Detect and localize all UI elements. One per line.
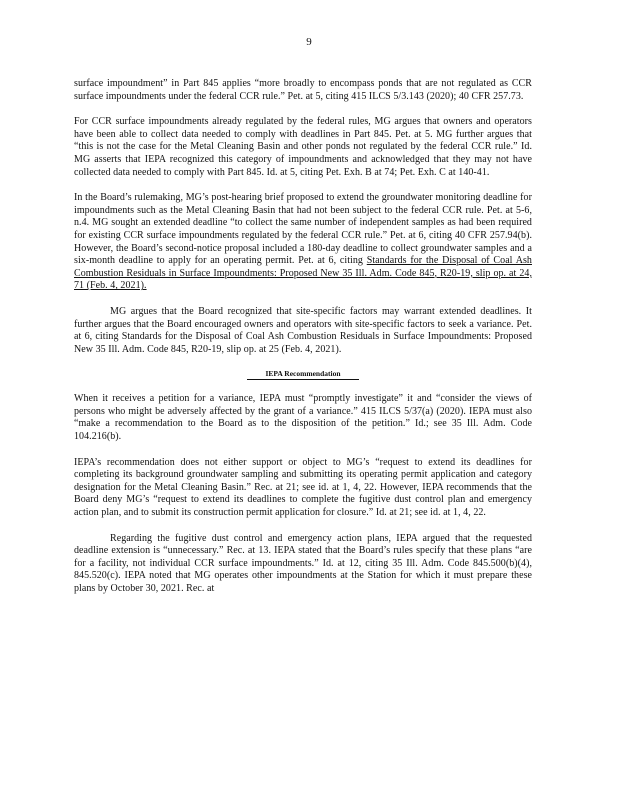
paragraph-4: MG argues that the Board recognized that site-specific factors may warrant extended deadlines. It further argues that the Board encouraged owners and operators with site-specific factors to seek a variance. Pet. at 6, citing Standards for the Disposal of Coal Ash Combustion Residuals in Surface Impoundments: Proposed New 35 Ill. Adm. Code 845, R20-19, slip op. at 25 (Feb. 4, 2021). [74, 305, 532, 355]
paragraph-3 [74, 192, 532, 293]
paragraph-3-text: In the Board’s rulemaking, MG’s post-hearing brief proposed to extend the groundwater monitoring deadline for impoundments such as the Metal Cleaning Basin that had not been subject to the federal CCR rule. Pet. at 5-6, n.4. MG sought an extended deadline “to collect the same number of independent samples as had been required for existing CCR surface impoundments regulated by the federal CCR rule.” Pet. at 6, citing 40 CFR 257.94(b). However, the Board’s second-notice proposal included a 180-day deadline to collect groundwater samples and a six-month deadline to apply for an operating permit. Pet. at 6, citing [74, 192, 532, 267]
paragraph-6: IEPA’s recommendation does not either support or object to MG’s “request to extend its deadlines for completing its background groundwater sampling and submitting its operating permit application and category designation for the Metal Cleaning Basin.” Rec. at 21; see id. at 1, 4, 22. However, IEPA recommends that the Board deny MG’s “request to extend its deadlines to complete the fugitive dust control plan and emergency action plan, and to submit its construction permit application for closure.” Id. at 21; see id. at 1, 4, 22. [74, 456, 532, 519]
citation-tail: , R20-19, slip op. at 24, 71 (Feb. 4, 2021). [74, 267, 532, 292]
paragraph-7: Regarding the fugitive dust control and emergency action plans, IEPA argued that the requested deadline extension is “unnecessary.” Rec. at 13. IEPA stated that the Board’s rules specify that these plans “are for a facility, not individual CCR surface impoundments.” Id. at 12, citing 35 Ill. Adm. Code 845.500(b)(4), 845.520(c). IEPA noted that MG operates other impoundments at the Station for which it must prepare these plans by October 30, 2021. Rec. at [74, 532, 532, 594]
citation-underlined: Standards for the Disposal of Coal Ash Combustion Residuals in Surface Impoundments: Proposed New 35 Ill. Adm. Code 845 [74, 255, 532, 279]
page-body [74, 78, 532, 609]
page-number: 9 [306, 36, 312, 48]
paragraph-1: surface impoundment” in Part 845 applies “more broadly to encompass ponds that are not regulated as CCR surface impoundments under the federal CCR rule.” Pet. at 5, citing 415 ILCS 5/3.143 (2020); 40 CFR 257.73. [74, 78, 532, 102]
section-heading-text: IEPA Recommendation [247, 369, 358, 380]
paragraph-2: For CCR surface impoundments already regulated by the federal rules, MG argues that owners and operators have been able to collect data needed to comply with deadlines in Part 845. Pet. at 5. MG further argues that “this is not the case for the Metal Cleaning Basin and other ponds not regulated by the federal CCR rule.” Id. MG asserts that IEPA recognized this category of impoundments and acknowledged that they may not have collected data needed to comply with Part 845. Id. at 5, citing Pet. Exh. B at 74; Pet. Exh. C at 140-41. [74, 116, 532, 178]
paragraph-5: When it receives a petition for a variance, IEPA must “promptly investigate” it and “consider the views of persons who might be adversely affected by the grant of a variance.” 415 ILCS 5/37(a) (2020). IEPA must also “make a recommendation to the Board as to the disposition of the petition.” Id.; see 35 Ill. Adm. Code 104.216(b). [74, 393, 532, 443]
section-heading [74, 369, 532, 379]
